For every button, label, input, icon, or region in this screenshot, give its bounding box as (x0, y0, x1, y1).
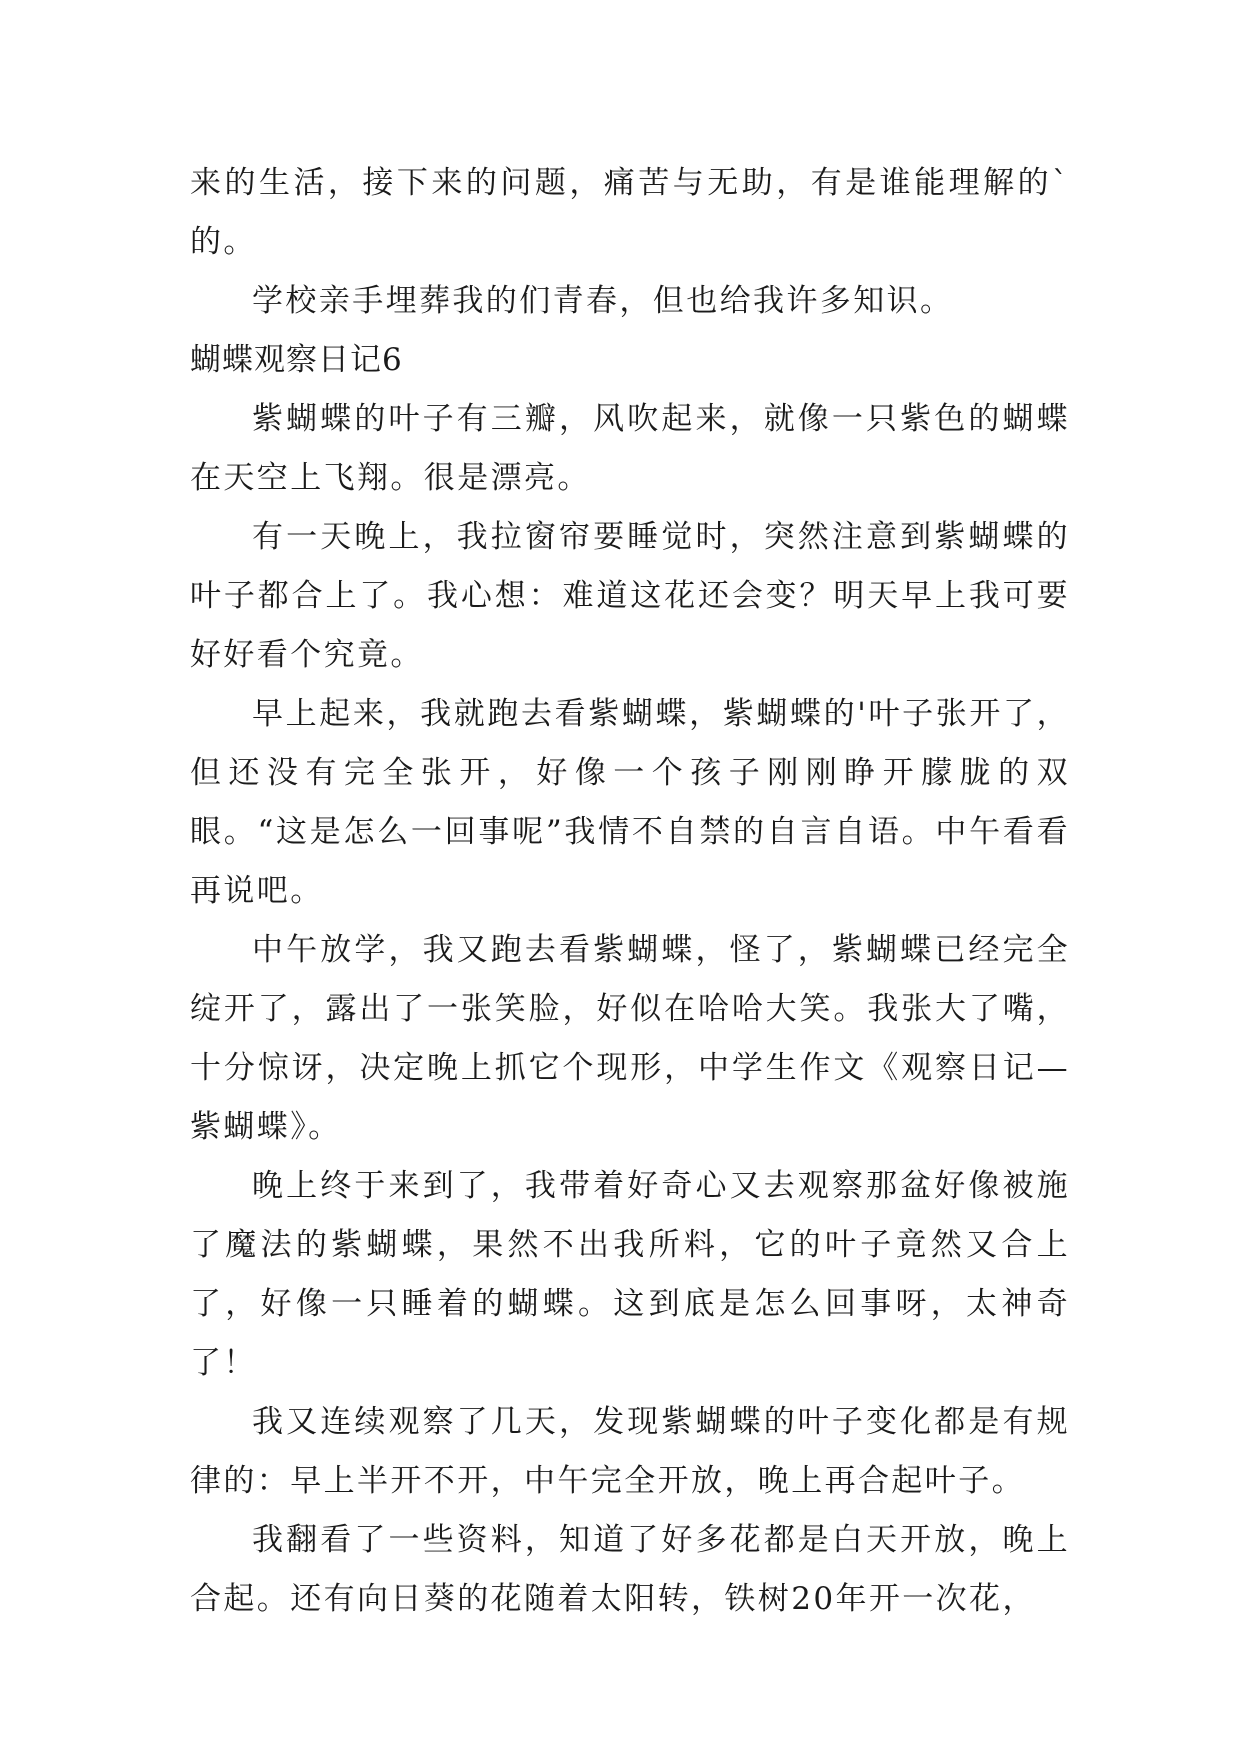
section-heading: 蝴蝶观察日记6 (190, 342, 403, 378)
paragraph-4: 中午放学，我又跑去看紫蝴蝶，怪了，紫蝴蝶已经完全绽开了，露出了一张笑脸，好似在哈哈大笑。我张大了嘴，十分惊讶，决定晚上抓它个现形，中学生作文《观察日记—紫蝴蝶》。 (190, 932, 1070, 1145)
document-body (190, 154, 1070, 1629)
paragraph-5: 晚上终于来到了，我带着好奇心又去观察那盆好像被施了魔法的紫蝴蝶，果然不出我所料，它的叶子竟然又合上了，好像一只睡着的蝴蝶。这到底是怎么回事呀，太神奇了！ (190, 1168, 1070, 1381)
paragraph-continued: 来的生活，接下来的问题，痛苦与无助，有是谁能理解的`的。 (190, 165, 1070, 260)
paragraph-7: 我翻看了一些资料，知道了好多花都是白天开放，晚上合起。还有向日葵的花随着太阳转，铁树20年开一次花， (190, 1522, 1070, 1617)
paragraph-3: 早上起来，我就跑去看紫蝴蝶，紫蝴蝶的'叶子张开了，但还没有完全张开，好像一个孩子刚刚睁开朦胧的双眼。“这是怎么一回事呢”我情不自禁的自言自语。中午看看再说吧。 (190, 696, 1070, 909)
paragraph-school: 学校亲手埋葬我的们青春，但也给我许多知识。 (252, 283, 954, 319)
paragraph-6: 我又连续观察了几天，发现紫蝴蝶的叶子变化都是有规律的：早上半开不开，中午完全开放，晚上再合起叶子。 (190, 1404, 1070, 1499)
paragraph-1: 紫蝴蝶的叶子有三瓣，风吹起来，就像一只紫色的蝴蝶在天空上飞翔。很是漂亮。 (190, 401, 1070, 496)
paragraph-2: 有一天晚上，我拉窗帘要睡觉时，突然注意到紫蝴蝶的叶子都合上了。我心想：难道这花还会变？明天早上我可要好好看个究竟。 (190, 519, 1070, 673)
